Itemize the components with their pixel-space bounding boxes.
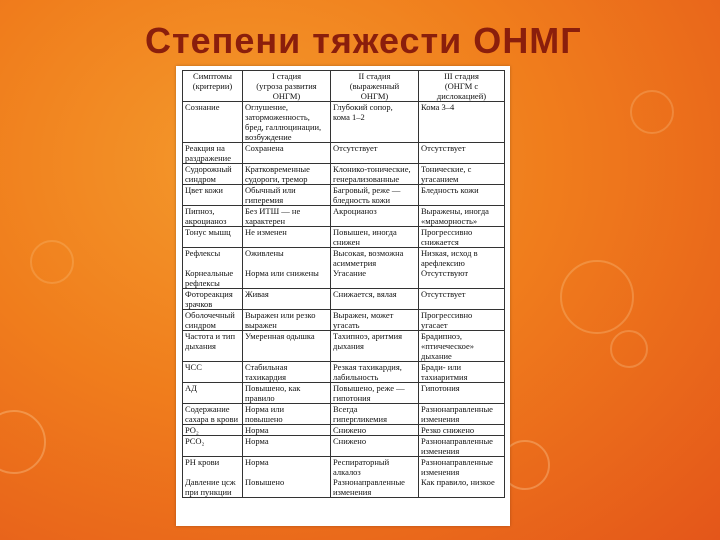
stage-3-cell: Отсутствует <box>419 143 505 164</box>
symptom-cell: Судорожный синдром <box>183 164 243 185</box>
table-sheet <box>176 66 510 526</box>
stage-2-cell: Снижается, вялая <box>331 289 419 310</box>
stage-2-cell: Акроцианоз <box>331 206 419 227</box>
stage-3-cell: Низкая, исход в арефлексию Отсутствуют <box>419 248 505 289</box>
stage-1-cell: Оглушение, заторможенность, бред, галлюцинации, возбуждение <box>243 102 331 143</box>
symptom-cell: Рефлексы Корнеальные рефлексы <box>183 248 243 289</box>
stage-1-cell: Оживлены Норма или снижены <box>243 248 331 289</box>
table-header-row <box>183 71 505 102</box>
table-row <box>183 331 505 362</box>
table-row <box>183 185 505 206</box>
stage-1-cell: Без ИТШ — не характерен <box>243 206 331 227</box>
stage-1-cell: Норма <box>243 436 331 457</box>
table-row <box>183 102 505 143</box>
table-row <box>183 404 505 425</box>
stage-2-cell: Повышено, реже — гипотония <box>331 383 419 404</box>
symptom-cell: PCO₂ <box>183 436 243 457</box>
stage-3-cell: Отсутствует <box>419 289 505 310</box>
stage-1-cell: Живая <box>243 289 331 310</box>
symptom-cell: Цвет кожи <box>183 185 243 206</box>
stage-2-cell: Резкая тахикардия, лабильность <box>331 362 419 383</box>
decorative-circle <box>0 410 46 474</box>
symptom-cell: Содержание сахара в крови <box>183 404 243 425</box>
stage-3-cell: Разнонаправленные изменения <box>419 436 505 457</box>
stage-2-cell: Повышен, иногда снижен <box>331 227 419 248</box>
stage-3-cell: Прогрессивно угасает <box>419 310 505 331</box>
slide-title: Степени тяжести ОНМГ <box>145 20 582 61</box>
decorative-circle <box>610 330 648 368</box>
stage-3-cell: Прогрессивно снижается <box>419 227 505 248</box>
symptom-cell: Частота и тип дыхания <box>183 331 243 362</box>
stage-2-cell: Всегда гипергликемия <box>331 404 419 425</box>
table-row <box>183 457 505 498</box>
stage-1-cell: Норма или повышено <box>243 404 331 425</box>
stage-1-cell: Обычный или гиперемия <box>243 185 331 206</box>
header-cell-stage-2: II стадия (выраженный ОНГМ) <box>331 71 419 102</box>
stage-2-cell: Выражен, может угасать <box>331 310 419 331</box>
stage-1-cell: Сохранена <box>243 143 331 164</box>
symptom-cell: Фотореакция зрачков <box>183 289 243 310</box>
symptom-cell: РН крови Давление цсж при пункции <box>183 457 243 498</box>
symptom-cell: PO₂ <box>183 425 243 436</box>
stage-3-cell: Разнонаправленные изменения <box>419 404 505 425</box>
stage-1-cell: Норма <box>243 425 331 436</box>
table-row <box>183 227 505 248</box>
stage-2-cell: Высокая, возможна асимметрия Угасание <box>331 248 419 289</box>
decorative-circle <box>630 90 674 134</box>
stage-3-cell: Кома 3–4 <box>419 102 505 143</box>
table-row <box>183 310 505 331</box>
symptom-cell: ЧСС <box>183 362 243 383</box>
stage-1-cell: Повышено, как правило <box>243 383 331 404</box>
severity-table <box>182 70 505 498</box>
symptom-cell: Оболочечный синдром <box>183 310 243 331</box>
table-row <box>183 436 505 457</box>
symptom-cell: Сознание <box>183 102 243 143</box>
table-row <box>183 425 505 436</box>
table-row <box>183 164 505 185</box>
stage-2-cell: Отсутствует <box>331 143 419 164</box>
stage-2-cell: Тахипноэ, аритмия дыхания <box>331 331 419 362</box>
stage-2-cell: Глубокий сопор, кома 1–2 <box>331 102 419 143</box>
stage-3-cell: Брадипноэ, «птичеческое» дыхание <box>419 331 505 362</box>
stage-3-cell: Гипотония <box>419 383 505 404</box>
table-body <box>183 102 505 498</box>
stage-2-cell: Снижено <box>331 436 419 457</box>
stage-3-cell: Резко снижено <box>419 425 505 436</box>
symptom-cell: Тонус мышц <box>183 227 243 248</box>
table-row <box>183 143 505 164</box>
stage-3-cell: Тонические, с угасанием <box>419 164 505 185</box>
decorative-circle <box>30 240 74 284</box>
stage-1-cell: Кратковременные судороги, тремор <box>243 164 331 185</box>
stage-3-cell: Выражены, иногда «мраморность» <box>419 206 505 227</box>
stage-1-cell: Стабильная тахикардия <box>243 362 331 383</box>
table-row <box>183 289 505 310</box>
stage-1-cell: Выражен или резко выражен <box>243 310 331 331</box>
stage-1-cell: Не изменен <box>243 227 331 248</box>
stage-2-cell: Снижено <box>331 425 419 436</box>
stage-2-cell: Багровый, реже — бледность кожи <box>331 185 419 206</box>
header-cell-stage-1: I стадия (угроза развития ОНГМ) <box>243 71 331 102</box>
stage-2-cell: Клонико-тонические, генерализованные <box>331 164 419 185</box>
table-row <box>183 383 505 404</box>
symptom-cell: Реакция на раздражение <box>183 143 243 164</box>
table-row <box>183 206 505 227</box>
header-cell-symptoms: Симптомы (критерии) <box>183 71 243 102</box>
stage-1-cell: Умеренная одышка <box>243 331 331 362</box>
stage-3-cell: Разнонаправленные изменения Как правило, низкое <box>419 457 505 498</box>
stage-1-cell: Норма Повышено <box>243 457 331 498</box>
symptom-cell: АД <box>183 383 243 404</box>
stage-3-cell: Бледность кожи <box>419 185 505 206</box>
header-cell-stage-3: III стадия (ОНГМ с дислокацией) <box>419 71 505 102</box>
stage-3-cell: Бради- или тахиаритмия <box>419 362 505 383</box>
symptom-cell: Пипноз, акроцианоз <box>183 206 243 227</box>
table-row <box>183 248 505 289</box>
stage-2-cell: Респираторный алкалоз Разнонаправленные изменения <box>331 457 419 498</box>
table-row <box>183 362 505 383</box>
decorative-circle <box>560 260 634 334</box>
